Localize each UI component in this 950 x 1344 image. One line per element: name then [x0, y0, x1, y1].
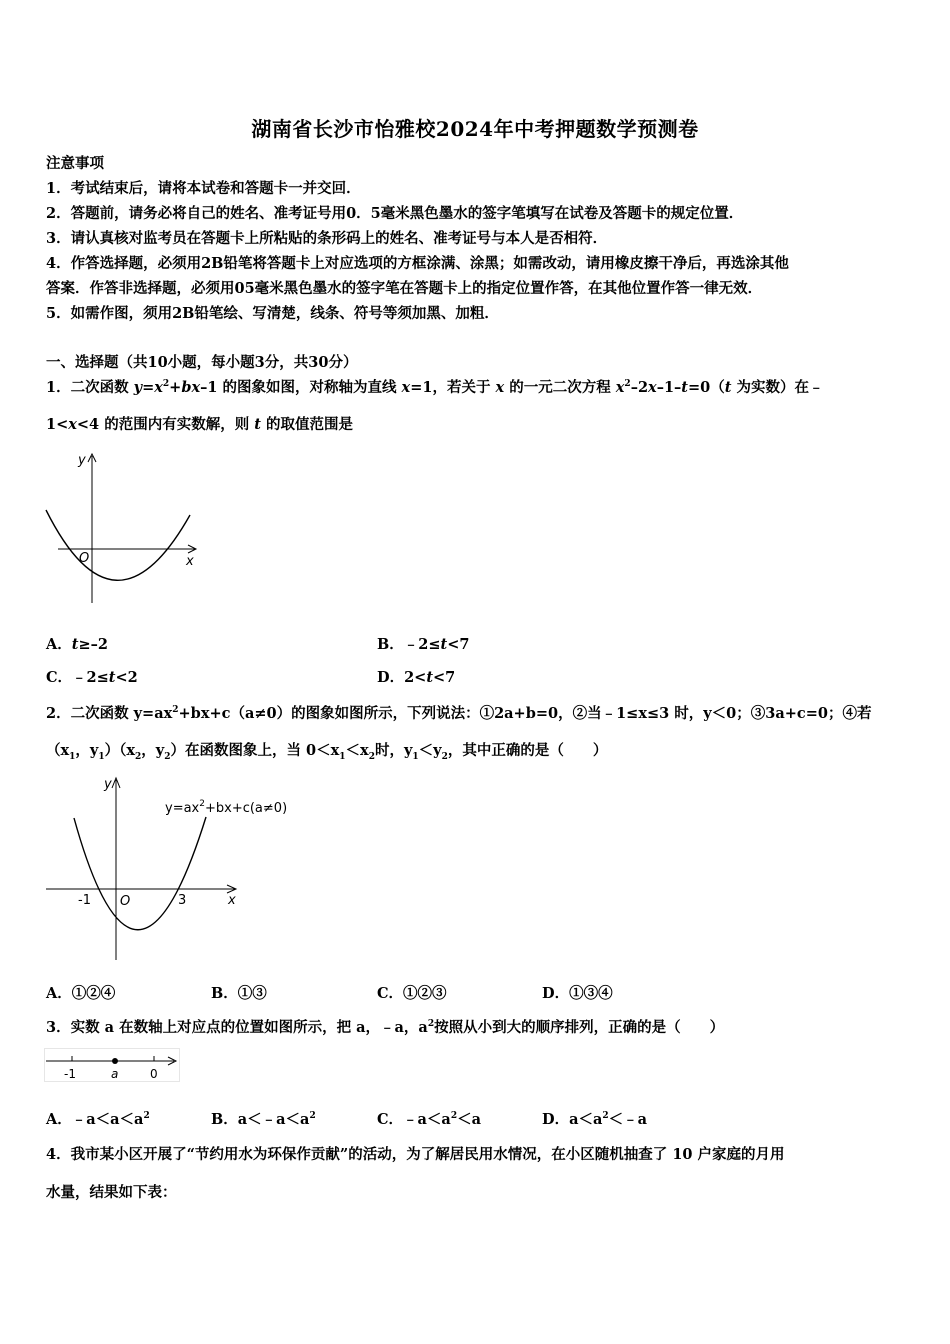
origin-label: O [120, 894, 131, 909]
option-a[interactable]: A．t≥–2 [46, 636, 108, 653]
option-b[interactable]: B．$a<﹣a<a^2$ [211, 1111, 316, 1128]
number-line [44, 1048, 184, 1086]
option-c[interactable]: C．①②③ [377, 985, 447, 1002]
option-d[interactable]: D．①③④ [542, 985, 613, 1002]
option-b[interactable]: B．﹣2≤t<7 [377, 636, 470, 653]
option-a[interactable]: A．①②④ [46, 985, 116, 1002]
x-axis-label: x [228, 893, 236, 908]
option-c[interactable]: C．$﹣a<a^2<a$ [377, 1111, 482, 1128]
origin-label: O [79, 551, 90, 566]
question-2-text: 2．二次函数 $y=ax^2+bx+c(a\ne 0)$的图象如图所示，下列说法：①2a+b=0，②当﹣1≤x≤3 时，y＜0；③3a+c=0；④若 [46, 705, 872, 722]
notice-item: 4．作答选择题，必须用2B铅笔将答题卡上对应选项的方框涂满、涂黑；如需改动，请用橡皮擦干净后，再选涂其他 [46, 255, 789, 272]
option-d[interactable]: D．$a<a^2<﹣a$ [542, 1111, 648, 1128]
question-1-graph [40, 448, 210, 608]
y-axis-label: y [104, 777, 112, 792]
y-axis-label: y [78, 453, 86, 468]
question-2-graph [40, 772, 310, 964]
notice-item: 5．如需作图，须用2B铅笔绘、写清楚，线条、符号等须加黑、加粗． [46, 305, 499, 322]
right-root-label: 3 [178, 893, 187, 908]
equation-label: $y=ax^2+bx+c(a\ne 0)$ [165, 799, 288, 816]
option-a[interactable]: A．$﹣a<a<a^2$ [46, 1111, 150, 1128]
question-4-text: 4．我市某小区开展了“节约用水为环保作贡献”的活动，为了解居民用水情况，在小区随机抽查了 10 户家庭的月用 [46, 1146, 785, 1163]
parabola-curve [74, 817, 206, 930]
parabola-curve [46, 510, 190, 580]
page-title: 湖南省长沙市怡雅校2024年中考押题数学预测卷 [251, 117, 699, 141]
notice-item: 3．请认真核对监考员在答题卡上所粘贴的条形码上的姓名、准考证号与本人是否相符． [46, 230, 608, 247]
option-d[interactable]: D．2<t<7 [377, 669, 456, 686]
label-zero: 0 [150, 1067, 158, 1081]
notice-item: 答案．作答非选择题，必须用05毫米黑色墨水的签字笔在答题卡上的指定位置作答，在其他位置作答一律无效． [46, 280, 763, 297]
question-2-text-cont: （$x_1$，$y_1)(x_2$，$y_2$）在函数图象上，当 $0<x_1<x_2$时，$y_1<y_2$，其中正确的是（ ） [46, 742, 608, 762]
option-c[interactable]: C．﹣2≤t<2 [46, 669, 138, 686]
notice-heading: 注意事项 [46, 155, 104, 172]
question-4-text-cont: 水量，结果如下表： [46, 1184, 177, 1201]
x-axis-label: x [186, 554, 194, 569]
notice-item: 2．答题前，请务必将自己的姓名、准考证号用0．5毫米黑色墨水的签字笔填写在试卷及答题卡的规定位置． [46, 205, 744, 222]
question-3-text: 3．实数 a 在数轴上对应点的位置如图所示，把 a，﹣a，$a^2$按照从小到大的顺序排列，正确的是（ ） [46, 1019, 725, 1036]
question-1-text-cont: 1<x<4 的范围内有实数解，则 t 的取值范围是 [46, 416, 354, 433]
section-heading: 一、选择题（共10小题，每小题3分，共30分） [46, 354, 358, 371]
left-root-label: -1 [78, 893, 91, 908]
label-minus-one: -1 [64, 1067, 76, 1081]
question-1-text: 1．二次函数 $y=x^2+bx-1$ 的图象如图，对称轴为直线 x=1，若关于 x 的一元二次方程 $x^2-2x-1-t=0(t$ 为实数）在﹣ [46, 379, 824, 396]
label-a: a [111, 1067, 119, 1081]
option-b[interactable]: B．①③ [211, 985, 267, 1002]
point-a [112, 1058, 118, 1064]
notice-item: 1．考试结束后，请将本试卷和答题卡一并交回． [46, 180, 361, 197]
